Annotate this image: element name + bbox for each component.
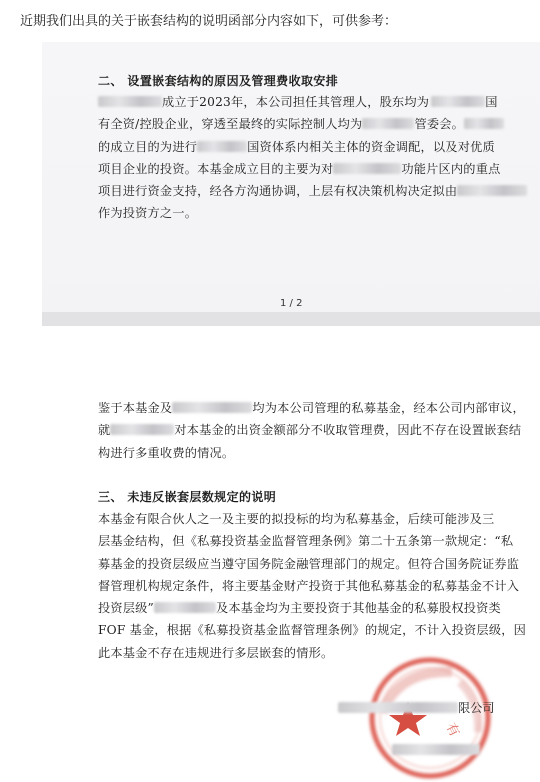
section-heading-3: 三、 未违反嵌套层数规定的说明 (98, 490, 277, 504)
redaction (362, 118, 414, 129)
signature-company: 限公司 (338, 699, 495, 716)
redaction (464, 118, 504, 129)
section-heading-2: 二、 设置嵌套结构的原因及管理费收取安排 (98, 74, 339, 88)
body-line: 督管理机构规定条件，将主要基金财产投资于其他私募基金的私募基金不计入 (98, 578, 520, 593)
redaction (392, 744, 480, 755)
body-line: 鉴于本基金及 均为本公司管理的私募基金，经本公司内部审议， (98, 401, 525, 415)
section-3-body (98, 508, 526, 664)
redaction (197, 141, 247, 152)
body-line: 的成立目的为进行 国资体系内相关主体的资金调配，以及对优质 (98, 139, 495, 154)
redaction (110, 424, 174, 435)
body-line: 项目企业的投资。本基金成立目的主要为对 功能片区内的重点 (98, 161, 501, 176)
body-line: 就 对本基金的出资金额部分不收取管理费，因此不存在设置嵌套结 (98, 423, 522, 438)
section-2-continued (98, 397, 525, 464)
body-line: 募基金的投资层级应当遵守国务院金融管理部门的规定。但符合国务院证券监 (98, 556, 520, 571)
body-line: 项目进行资金支持，经各方沟通协调，上层有权决策机构决定拟由 (98, 180, 527, 202)
body-line: FOF 基金，根据《私募投资基金监督管理条例》的规定，不计入投资层级，因 (98, 623, 526, 638)
page-divider (42, 312, 540, 326)
redaction (338, 702, 458, 713)
body-line: 构进行多重收费的情况。 (98, 445, 235, 460)
document-page-1 (42, 42, 540, 322)
intro-text: 近期我们出具的关于嵌套结构的说明函部分内容如下，可供参考： (20, 14, 398, 29)
seal-lettering: 有 (442, 720, 462, 740)
body-line: 作为投资方之一。 (98, 206, 198, 221)
body-line: 有全资/控股企业，穿透至最终的实际控制人均为 管委会。 (98, 113, 527, 135)
page-number: 1 / 2 (280, 298, 303, 309)
body-line: 此本基金不存在违规进行多层嵌套的情形。 (98, 645, 334, 660)
body-line: 投资层级” 及本基金均为主要投资于其他基金的私募股权投资类 (98, 601, 501, 616)
redaction (333, 163, 401, 174)
body-line: 本基金有限合伙人之一及主要的拟投标的均为私募基金，后续可能涉及三 (98, 512, 495, 526)
redaction (172, 402, 252, 413)
redaction (431, 96, 485, 107)
section-2-body (98, 91, 527, 225)
company-seal (360, 652, 494, 782)
redaction (457, 185, 527, 196)
body-line: 成立于2023年，本公司担任其管理人，股东均为 国 (98, 91, 527, 113)
redaction (154, 602, 216, 613)
redaction (98, 96, 162, 107)
body-line: 层基金结构，但《私募投资基金监督管理条例》第二十五条第一款规定：“私 (98, 534, 514, 549)
